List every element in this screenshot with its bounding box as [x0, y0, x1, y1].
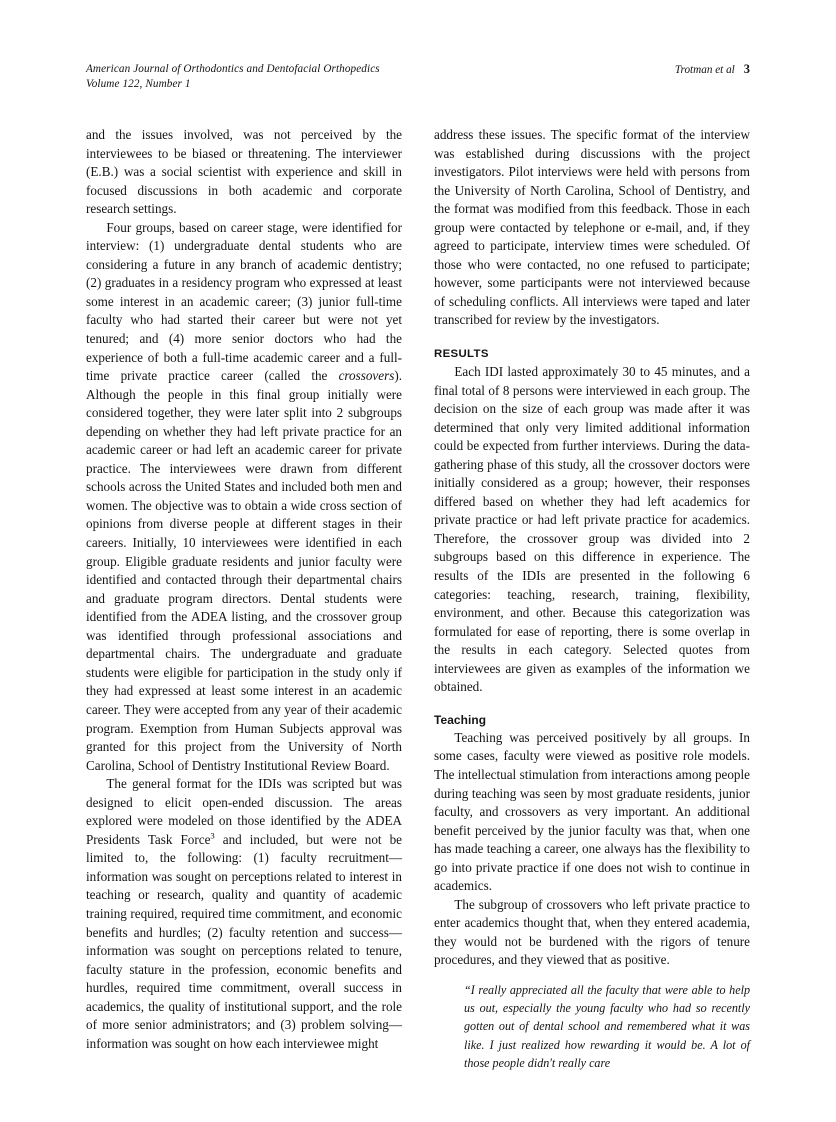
running-head-authors-folio — [675, 62, 750, 78]
pull-quote: “I really appreciated all the faculty that were able to help us out, especially the young faculty who had so recently gotten out of dental school and remembered what it was like. I just realized how rewarding it would be. A lot of those people didn't really care — [464, 982, 750, 1070]
paragraph: address these issues. The specific format of the interview was established during discussions with the project investigators. Pilot interviews were held with persons from the University of North Carolina, School of Dentistry, and the format was modified from this feedback. Those in each group were contacted by telephone or e-mail, and, if they agreed to participate, interview times were scheduled. Of those who were contacted, no one refused to participate; however, some participants were not interviewed because of scheduling conflicts. All interviews were taped and later transcribed for review by the investigators. — [434, 127, 750, 328]
page-number: 3 — [743, 62, 750, 76]
running-head-journal — [86, 62, 380, 91]
paragraph: The subgroup of crossovers who left private practice to enter academics thought that, when they entered academia, they would not be burdened with the rigors of tenure procedures, and they viewed that as positive. — [434, 896, 750, 968]
footnote-reference[interactable]: 3 — [210, 830, 215, 841]
paragraph-text-segment: ). Although the people in this final group initially were considered together, they were later split into 2 subgroups depending on whether they had left private practice for an academic career or had left an academic career for private practice. The interviewees were drawn from different schools across the United States and included both men and women. The objective was to obtain a wide cross section of opinions from diverse people at different stages in their careers. Initially, 10 interviewees were identified in each group. Eligible graduate residents and junior faculty were identified and contacted through their departmental chairs and graduate program directors. Dental students were identified from the ADEA listing, and the crossover group was identified through professional associations and departmental chairs. The undergraduate and graduate students were eligible for participation in the study only if they had expressed at least some interest in an academic career. They were accepted from any year of their academic program. Exemption from Human Subjects approval was granted for this project from the University of North Carolina, School of Dentistry Institutional Review Board. — [86, 368, 402, 773]
emphasis-crossovers: crossovers — [338, 368, 395, 384]
paragraph — [86, 219, 402, 775]
paragraph-text-segment: and included, but were not be limited to, the following: (1) faculty recruitment—information was sought on perceptions related to interest in teaching or research, quality and quantity of academic training required, required time commitment, and economic benefits and hurdles; (2) faculty retention and success—information was sought on perceptions related to tenure, faculty stature in the profession, economic benefits and hurdles, required time commitment, overall success in academics, the quality of institutional support, and the role of more senior administrators; and (3) problem solving—information was sought on how each interviewee might — [86, 831, 402, 1051]
volume-label: Volume — [86, 77, 120, 90]
journal-title: American Journal of Orthodontics and Dentofacial Orthopedics — [86, 63, 380, 75]
paragraph — [86, 775, 402, 1053]
subsection-heading-teaching: Teaching — [434, 712, 487, 727]
volume-number: 122, Number 1 — [119, 77, 191, 90]
paragraph: and the issues involved, was not perceived by the interviewees to be biased or threatening. The interviewer (E.B.) was a social scientist with experience and skill in focused discussions in both academic and corporate research settings. — [86, 127, 402, 217]
paragraph: Each IDI lasted approximately 30 to 45 minutes, and a final total of 8 persons were interviewed in each group. The decision on the size of each group was made after it was determined that only very limited additional information could be expected from further interviews. During the data-gathering phase of this study, all the crossover doctors were initially considered as a group; however, their responses differed based on whether they had left academics for private practice or had left private practice for academics. Therefore, the crossover group was divided into 2 subgroups based on this difference in experience. The results of the IDIs are presented in the following 6 categories: teaching, research, training, flexibility, environment, and other. Because this categorization was formulated for ease of reporting, there is some overlap in the results in each category. Selected quotes from interviewees are given as examples of the information we obtained. — [434, 364, 750, 695]
journal-volume-issue — [86, 77, 380, 92]
authors-name: Trotman et al — [674, 64, 735, 76]
running-head — [86, 62, 750, 91]
paragraph-text-segment: The general format for the IDIs was scripted but was designed to elicit open-ended discussion. The areas explored were modeled on those identified by the ADEA Presidents Task Force — [86, 776, 402, 847]
article-body — [86, 126, 750, 1070]
paragraph: Teaching was perceived positively by all groups. In some cases, faculty were viewed as positive role models. The intellectual stimulation from interactions among people during teaching was seen by most graduate residents, junior faculty, and crossovers as very important. An additional benefit perceived by the junior faculty was that, when one has made teaching a career, one always has the flexibility to go into private practice if one does not wish to continue in academics. — [434, 729, 750, 894]
paragraph-text-segment: Four groups, based on career stage, were identified for interview: (1) undergraduate dental students who are considering a future in any branch of academic dentistry; (2) graduates in a residency program who expressed at least some interest in an academic career; (3) junior full-time faculty who had started their career but were not yet tenured; and (4) more senior doctors who had the experience of both a full-time academic career and a full-time private practice career (called the — [86, 219, 402, 384]
section-heading-results: RESULTS — [434, 348, 489, 361]
right-column — [434, 126, 750, 1070]
left-column — [86, 126, 402, 1066]
